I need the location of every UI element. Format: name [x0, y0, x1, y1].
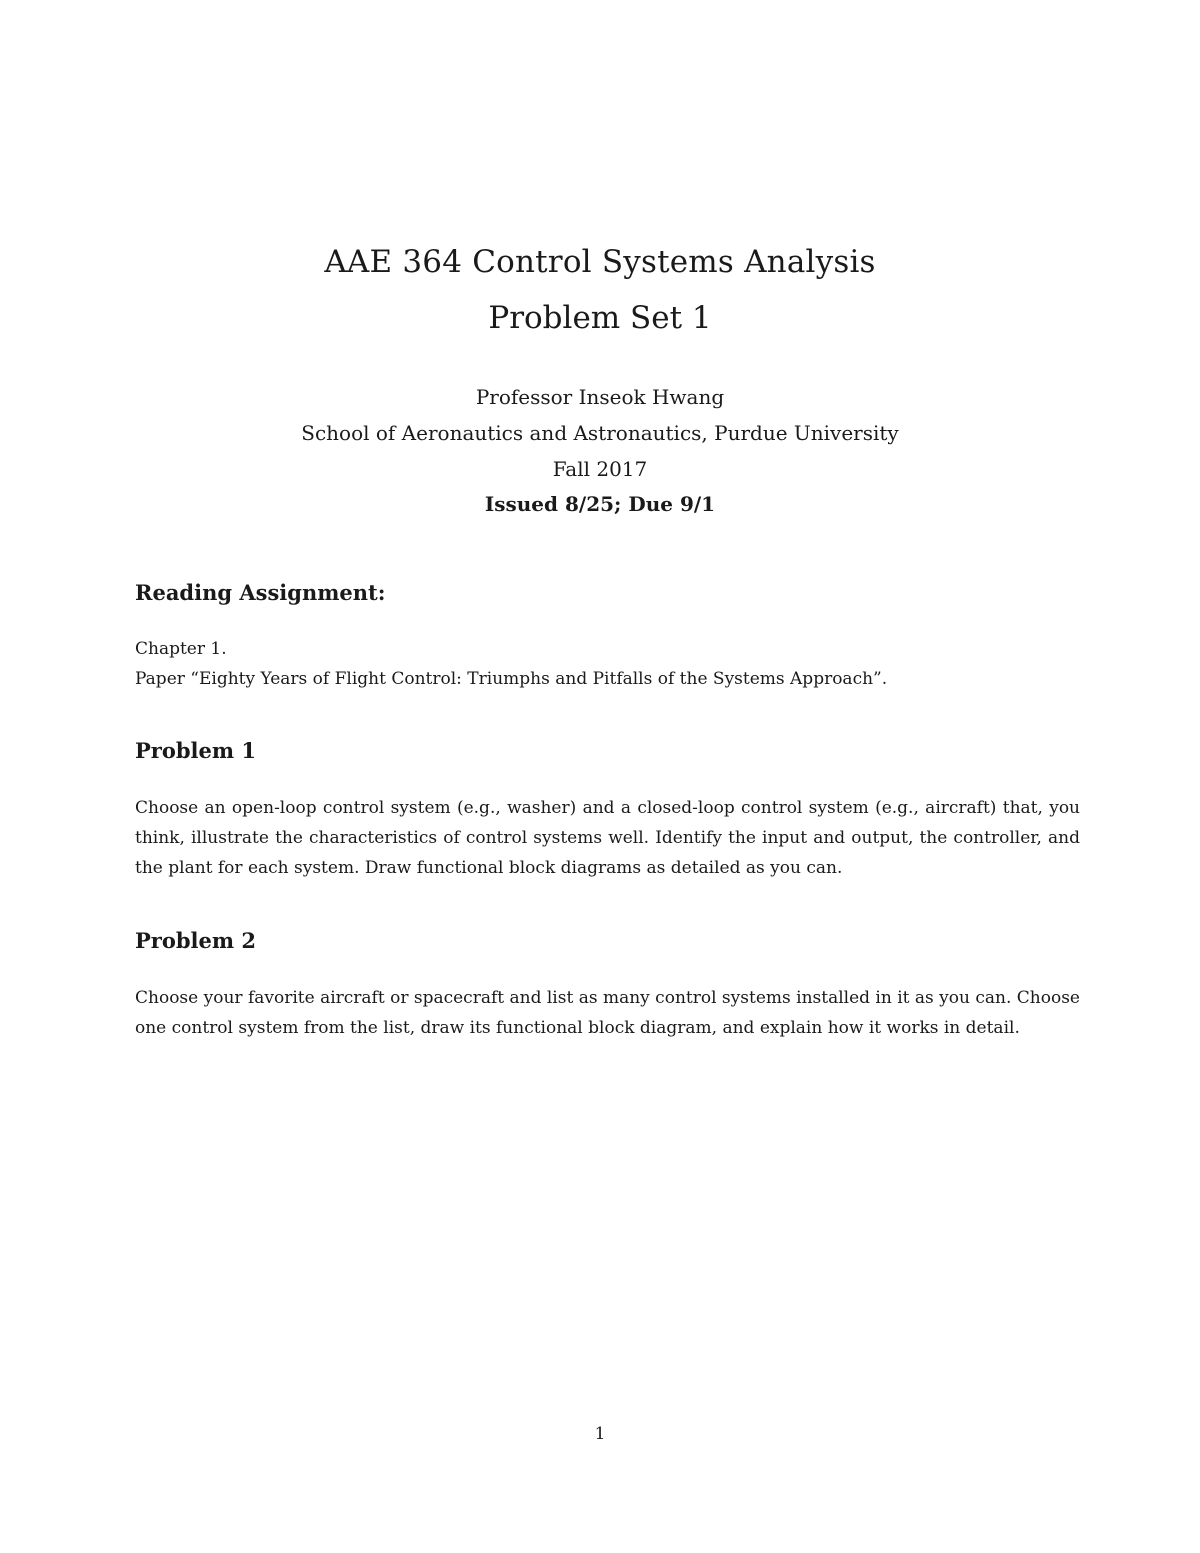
- author-name: Professor Inseok Hwang: [475, 385, 725, 409]
- reading-line-chapter: Chapter 1.: [135, 639, 227, 659]
- problem-1-line: Choose an open-loop control system (e.g., washer) and a closed-loop control system (e.g., aircraft) that, you: [135, 798, 1080, 818]
- reading-line-paper: Paper “Eighty Years of Flight Control: Triumphs and Pitfalls of the Systems Approach”.: [135, 669, 888, 689]
- problem-2-body: [135, 983, 1080, 1043]
- page-number: 1: [594, 1424, 606, 1444]
- reading-assignment-body: [135, 634, 1080, 694]
- problem-1-body: [135, 793, 1080, 883]
- problem-2-line: one control system from the list, draw its functional block diagram, and explain how it works in detail.: [135, 1018, 1020, 1038]
- document-subtitle: Problem Set 1: [488, 300, 712, 336]
- document-title: AAE 364 Control Systems Analysis: [324, 244, 876, 280]
- problem-1-heading: Problem 1: [135, 738, 257, 763]
- problem-1-line: the plant for each system. Draw functional block diagrams as detailed as you can.: [135, 858, 843, 878]
- problem-1-line: think, illustrate the characteristics of control systems well. Identify the input and output, the controller, and: [135, 828, 1080, 848]
- school-name: School of Aeronautics and Astronautics, Purdue University: [301, 421, 899, 445]
- problem-2-line: Choose your favorite aircraft or spacecraft and list as many control systems installed in it as you can. Choose: [135, 988, 1080, 1008]
- issue-due-dates: Issued 8/25; Due 9/1: [484, 492, 716, 516]
- reading-assignment-heading: Reading Assignment:: [135, 580, 386, 605]
- term: Fall 2017: [552, 457, 648, 481]
- problem-2-heading: Problem 2: [135, 928, 257, 953]
